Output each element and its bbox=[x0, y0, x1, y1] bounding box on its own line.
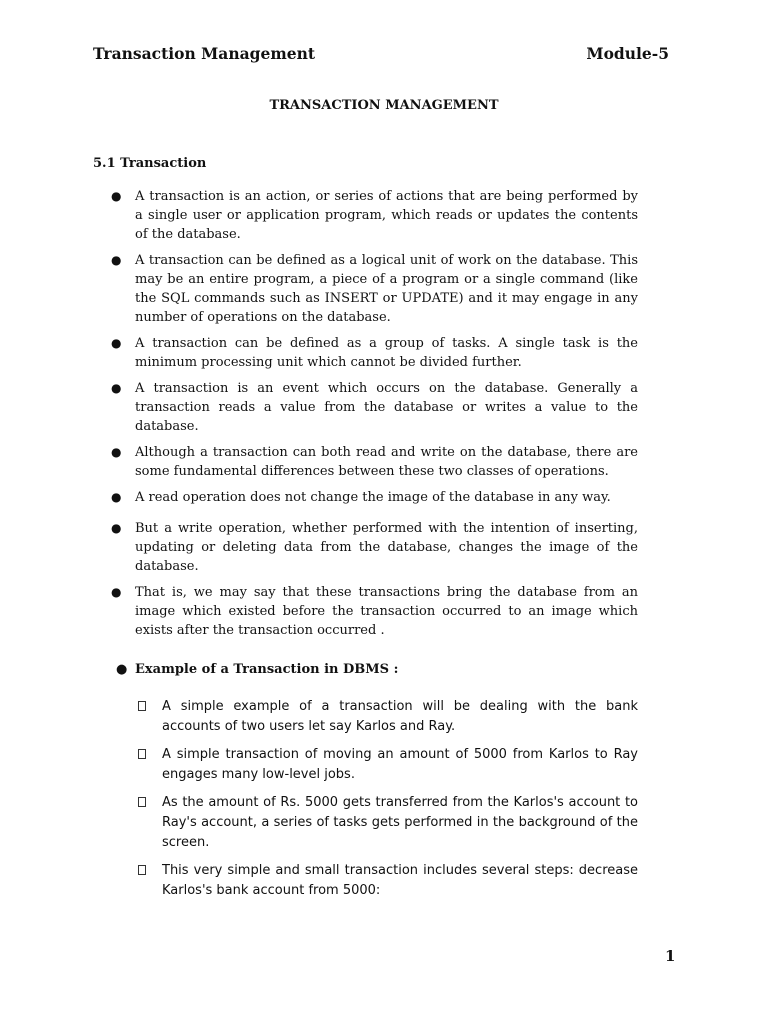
square-bullet-icon bbox=[138, 701, 146, 711]
bullet-list bbox=[108, 187, 638, 647]
bullet-icon: ● bbox=[111, 585, 122, 599]
list-item: As the amount of Rs. 5000 gets transferred from the Karlos's account to Ray's account, a series of tasks gets performed in the background of the screen. bbox=[138, 793, 638, 853]
page-number: 1 bbox=[665, 947, 676, 965]
bullet-icon: ● bbox=[116, 662, 128, 677]
example-list bbox=[138, 697, 638, 909]
square-bullet-icon bbox=[138, 865, 146, 875]
bullet-icon: ● bbox=[111, 381, 122, 395]
list-item: ● That is, we may say that these transactions bring the database from an image which existed before the transaction occurred to an image which exists after the transaction occurred . bbox=[111, 585, 638, 638]
document-title: TRANSACTION MANAGEMENT bbox=[269, 98, 499, 113]
square-bullet-icon bbox=[138, 797, 146, 807]
list-item: ● But a write operation, whether performed with the intention of inserting, updating or deleting data from the database, changes the image of the database. bbox=[111, 521, 638, 574]
square-bullet-icon bbox=[138, 749, 146, 759]
list-item: ● A transaction can be defined as a group of tasks. A single task is the minimum processing unit which cannot be divided further. bbox=[111, 336, 638, 370]
example-heading: ● Example of a Transaction in DBMS : bbox=[116, 662, 399, 677]
bullet-icon: ● bbox=[111, 336, 122, 350]
list-item: This very simple and small transaction includes several steps: decrease Karlos's bank account from 5000: bbox=[138, 861, 638, 901]
list-item: ● A transaction can be defined as a logical unit of work on the database. This may be an entire program, a piece of a program or a single command (like the SQL commands such as INSERT or UPDATE) and it may engage in any number of operations on the database. bbox=[111, 253, 638, 325]
list-item: A simple example of a transaction will be dealing with the bank accounts of two users let say Karlos and Ray. bbox=[138, 697, 638, 737]
header-module: Module-5 bbox=[586, 44, 669, 63]
list-item: A simple transaction of moving an amount of 5000 from Karlos to Ray engages many low-level jobs. bbox=[138, 745, 638, 785]
list-item: ● A transaction is an action, or series of actions that are being performed by a single user or application program, which reads or updates the contents of the database. bbox=[111, 189, 638, 242]
list-item: ● Although a transaction can both read and write on the database, there are some fundamental differences between these two classes of operations. bbox=[111, 445, 638, 479]
bullet-icon: ● bbox=[111, 253, 122, 267]
list-item: ● A read operation does not change the image of the database in any way. bbox=[111, 490, 611, 505]
header-title: Transaction Management bbox=[93, 44, 316, 63]
list-item: ● A transaction is an event which occurs on the database. Generally a transaction reads a value from the database or writes a value to the database. bbox=[111, 381, 638, 434]
section-heading: 5.1 Transaction bbox=[93, 156, 207, 171]
bullet-icon: ● bbox=[111, 490, 122, 504]
bullet-icon: ● bbox=[111, 521, 122, 535]
bullet-icon: ● bbox=[111, 445, 122, 459]
bullet-icon: ● bbox=[111, 189, 122, 203]
